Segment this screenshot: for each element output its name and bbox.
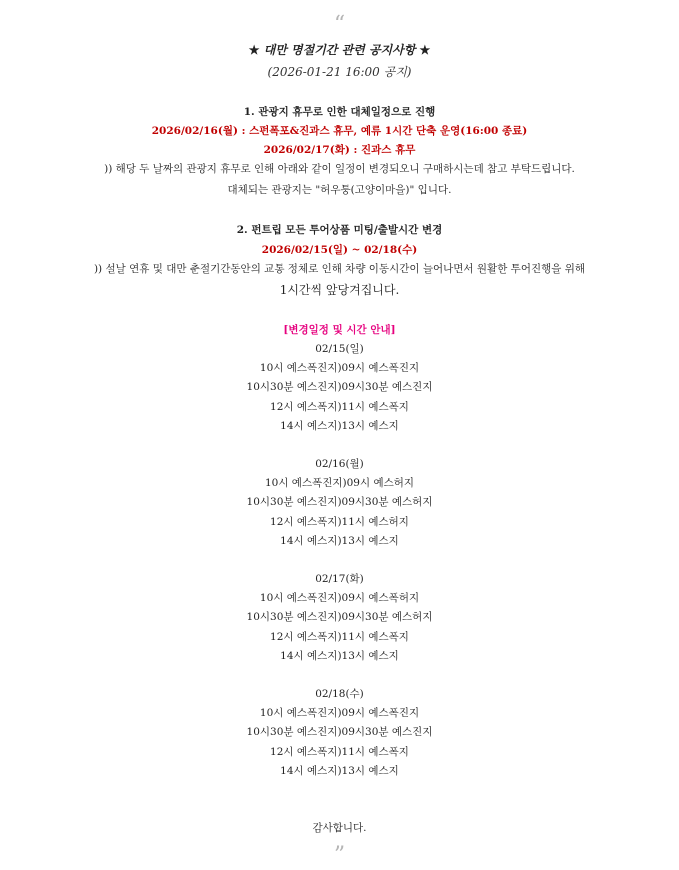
schedule-item: 14시 예스지)13시 예스지 [280, 765, 399, 777]
section-1-heading: 1. 관광지 휴무로 인한 대체일정으로 진행 [243, 106, 436, 118]
notice-title-text: 대만 명절기간 관련 공지사항 [263, 43, 416, 57]
schedule-item: 10시 예스폭진지)09시 예스폭진지 [259, 362, 420, 374]
star-icon: ★ [419, 43, 431, 57]
schedule-item: 12시 예스폭지)11시 예스폭지 [270, 746, 409, 758]
section-1-closure-line: 2026/02/16(월) : 스펀폭포&진과스 휴무, 예류 1시간 단축 운영(16:00 종료) [151, 125, 528, 137]
schedule-item: 10시 예스폭진지)09시 예스폭허지 [259, 592, 420, 604]
schedule-item: 12시 예스폭지)11시 예스허지 [270, 516, 409, 528]
schedule-item: 12시 예스폭지)11시 예스폭지 [270, 401, 409, 413]
open-quote-icon: “ [333, 12, 346, 37]
schedule-item: 10시30분 예스진지)09시30분 예스진지 [246, 726, 433, 738]
schedule-date: 02/18(수) [315, 688, 364, 700]
section-2-note: )) 설날 연휴 및 대만 춘절기간동안의 교통 정체로 인해 차량 이동시간이 늘어나면서 원활한 투어진행을 위해 [93, 263, 586, 275]
schedule-item: 14시 예스지)13시 예스지 [280, 650, 399, 662]
schedule-date: 02/16(월) [315, 458, 364, 470]
section-1-note: 대체되는 관광지는 "허우퉁(고양이마을)" 입니다. [227, 184, 452, 196]
schedule-item: 14시 예스지)13시 예스지 [280, 535, 399, 547]
closing-text: 감사합니다. [312, 822, 367, 834]
schedule-date: 02/17(화) [315, 573, 364, 585]
schedule-item: 10시 예스폭진지)09시 예스폭진지 [259, 707, 420, 719]
schedule-item: 10시30분 예스진지)09시30분 예스허지 [246, 611, 433, 623]
schedule-item: 10시30분 예스진지)09시30분 예스허지 [246, 496, 433, 508]
schedule-item: 14시 예스지)13시 예스지 [280, 420, 399, 432]
notice-title [0, 43, 679, 57]
section-2-date-range: 2026/02/15(일) ~ 02/18(수) [261, 244, 418, 256]
schedule-label: [변경일정 및 시간 안내] [283, 324, 396, 336]
schedule-date: 02/15(일) [315, 343, 364, 355]
section-2-heading: 2. 펀트립 모든 투어상품 미팅/출발시간 변경 [236, 224, 443, 236]
notice-date: (2026-01-21 16:00 공지) [267, 65, 412, 79]
schedule-item: 12시 예스폭지)11시 예스폭지 [270, 631, 409, 643]
section-2-note: 1시간씩 앞당겨집니다. [279, 283, 400, 297]
section-1-note: )) 해당 두 날짜의 관광지 휴무로 인해 아래와 같이 일정이 변경되오니 구매하시는데 참고 부탁드립니다. [104, 163, 575, 175]
schedule-item: 10시30분 예스진지)09시30분 예스진지 [246, 381, 433, 393]
schedule-item: 10시 예스폭진지)09시 예스허지 [264, 477, 415, 489]
star-icon: ★ [248, 43, 260, 57]
section-1-closure-line: 2026/02/17(화) : 진과스 휴무 [263, 144, 416, 156]
close-quote-icon: ” [333, 843, 346, 868]
